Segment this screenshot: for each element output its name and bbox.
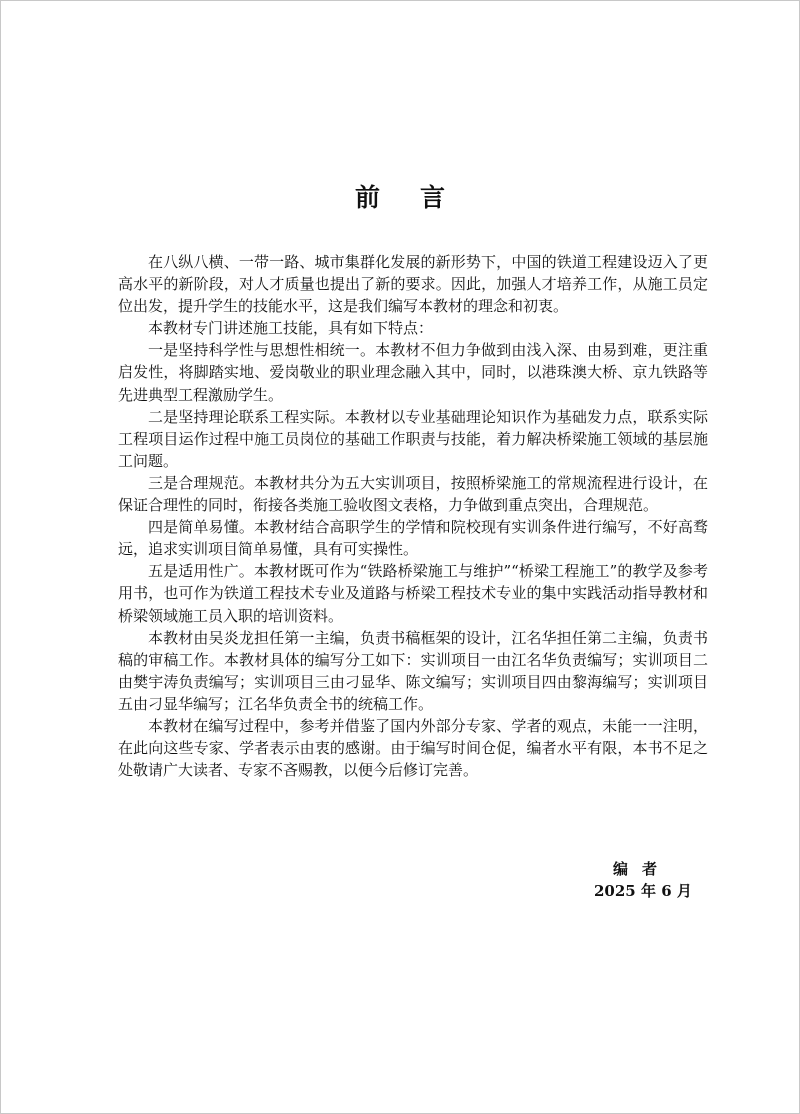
signature-author: 编者 <box>613 860 672 878</box>
paragraph-9: 本教材在编写过程中，参考并借鉴了国内外部分专家、学者的观点，未能一一注明，在此向这些专家、学者表示由衷的感谢。由于编写时间仓促，编者水平有限，本书不足之处敬请广大读者、专家不吝赐教，以便今后修订完善。 <box>118 716 708 780</box>
paragraph-1: 在八纵八横、一带一路、城市集群化发展的新形势下，中国的铁道工程建设迈入了更高水平的新阶段，对人才质量也提出了新的要求。因此，加强人才培养工作，从施工员定位出发，提升学生的技能水平，这是我们编写本教材的理念和初衷。 <box>118 253 708 316</box>
signature-date: 2025 年 6 月 <box>594 882 692 900</box>
paragraph-7: 五是适用性广。本教材既可作为“铁路桥梁施工与维护”“桥梁工程施工”的教学及参考用书，也可作为铁道工程技术专业及道路与桥梁工程技术专业的集中实践活动指导教材和桥梁领域施工员入职的培训资料。 <box>118 562 708 625</box>
page-title: 前言 <box>354 183 485 212</box>
paragraph-6: 四是简单易懂。本教材结合高职学生的学情和院校现有实训条件进行编写，不好高骛远，追求实训项目简单易懂，具有可实操性。 <box>118 518 708 559</box>
paragraph-8: 本教材由吴炎龙担任第一主编，负责书稿框架的设计，江名华担任第二主编，负责书稿的审稿工作。本教材具体的编写分工如下：实训项目一由江名华负责编写；实训项目二由樊宇涛负责编写；实训项目三由刁显华、陈文编写；实训项目四由黎海编写；实训项目五由刁显华编写；江名华负责全书的统稿工作。 <box>118 628 708 713</box>
paragraph-3: 一是坚持科学性与思想性相统一。本教材不但力争做到由浅入深、由易到难，更注重启发性，将脚踏实地、爱岗敬业的职业理念融入其中，同时，以港珠澳大桥、京九铁路等先进典型工程激励学生。 <box>118 341 708 404</box>
preface-body <box>118 251 708 781</box>
paragraph-2: 本教材专门讲述施工技能，具有如下特点： <box>148 319 434 338</box>
paragraph-5: 三是合理规范。本教材共分为五大实训项目，按照桥梁施工的常规流程进行设计，在保证合理性的同时，衔接各类施工验收图文表格，力争做到重点突出，合理规范。 <box>118 473 708 515</box>
paragraph-4: 二是坚持理论联系工程实际。本教材以专业基础理论知识作为基础发力点，联系实际工程项目运作过程中施工员岗位的基础工作职责与技能，着力解决桥梁施工领域的基层施工问题。 <box>118 407 708 470</box>
